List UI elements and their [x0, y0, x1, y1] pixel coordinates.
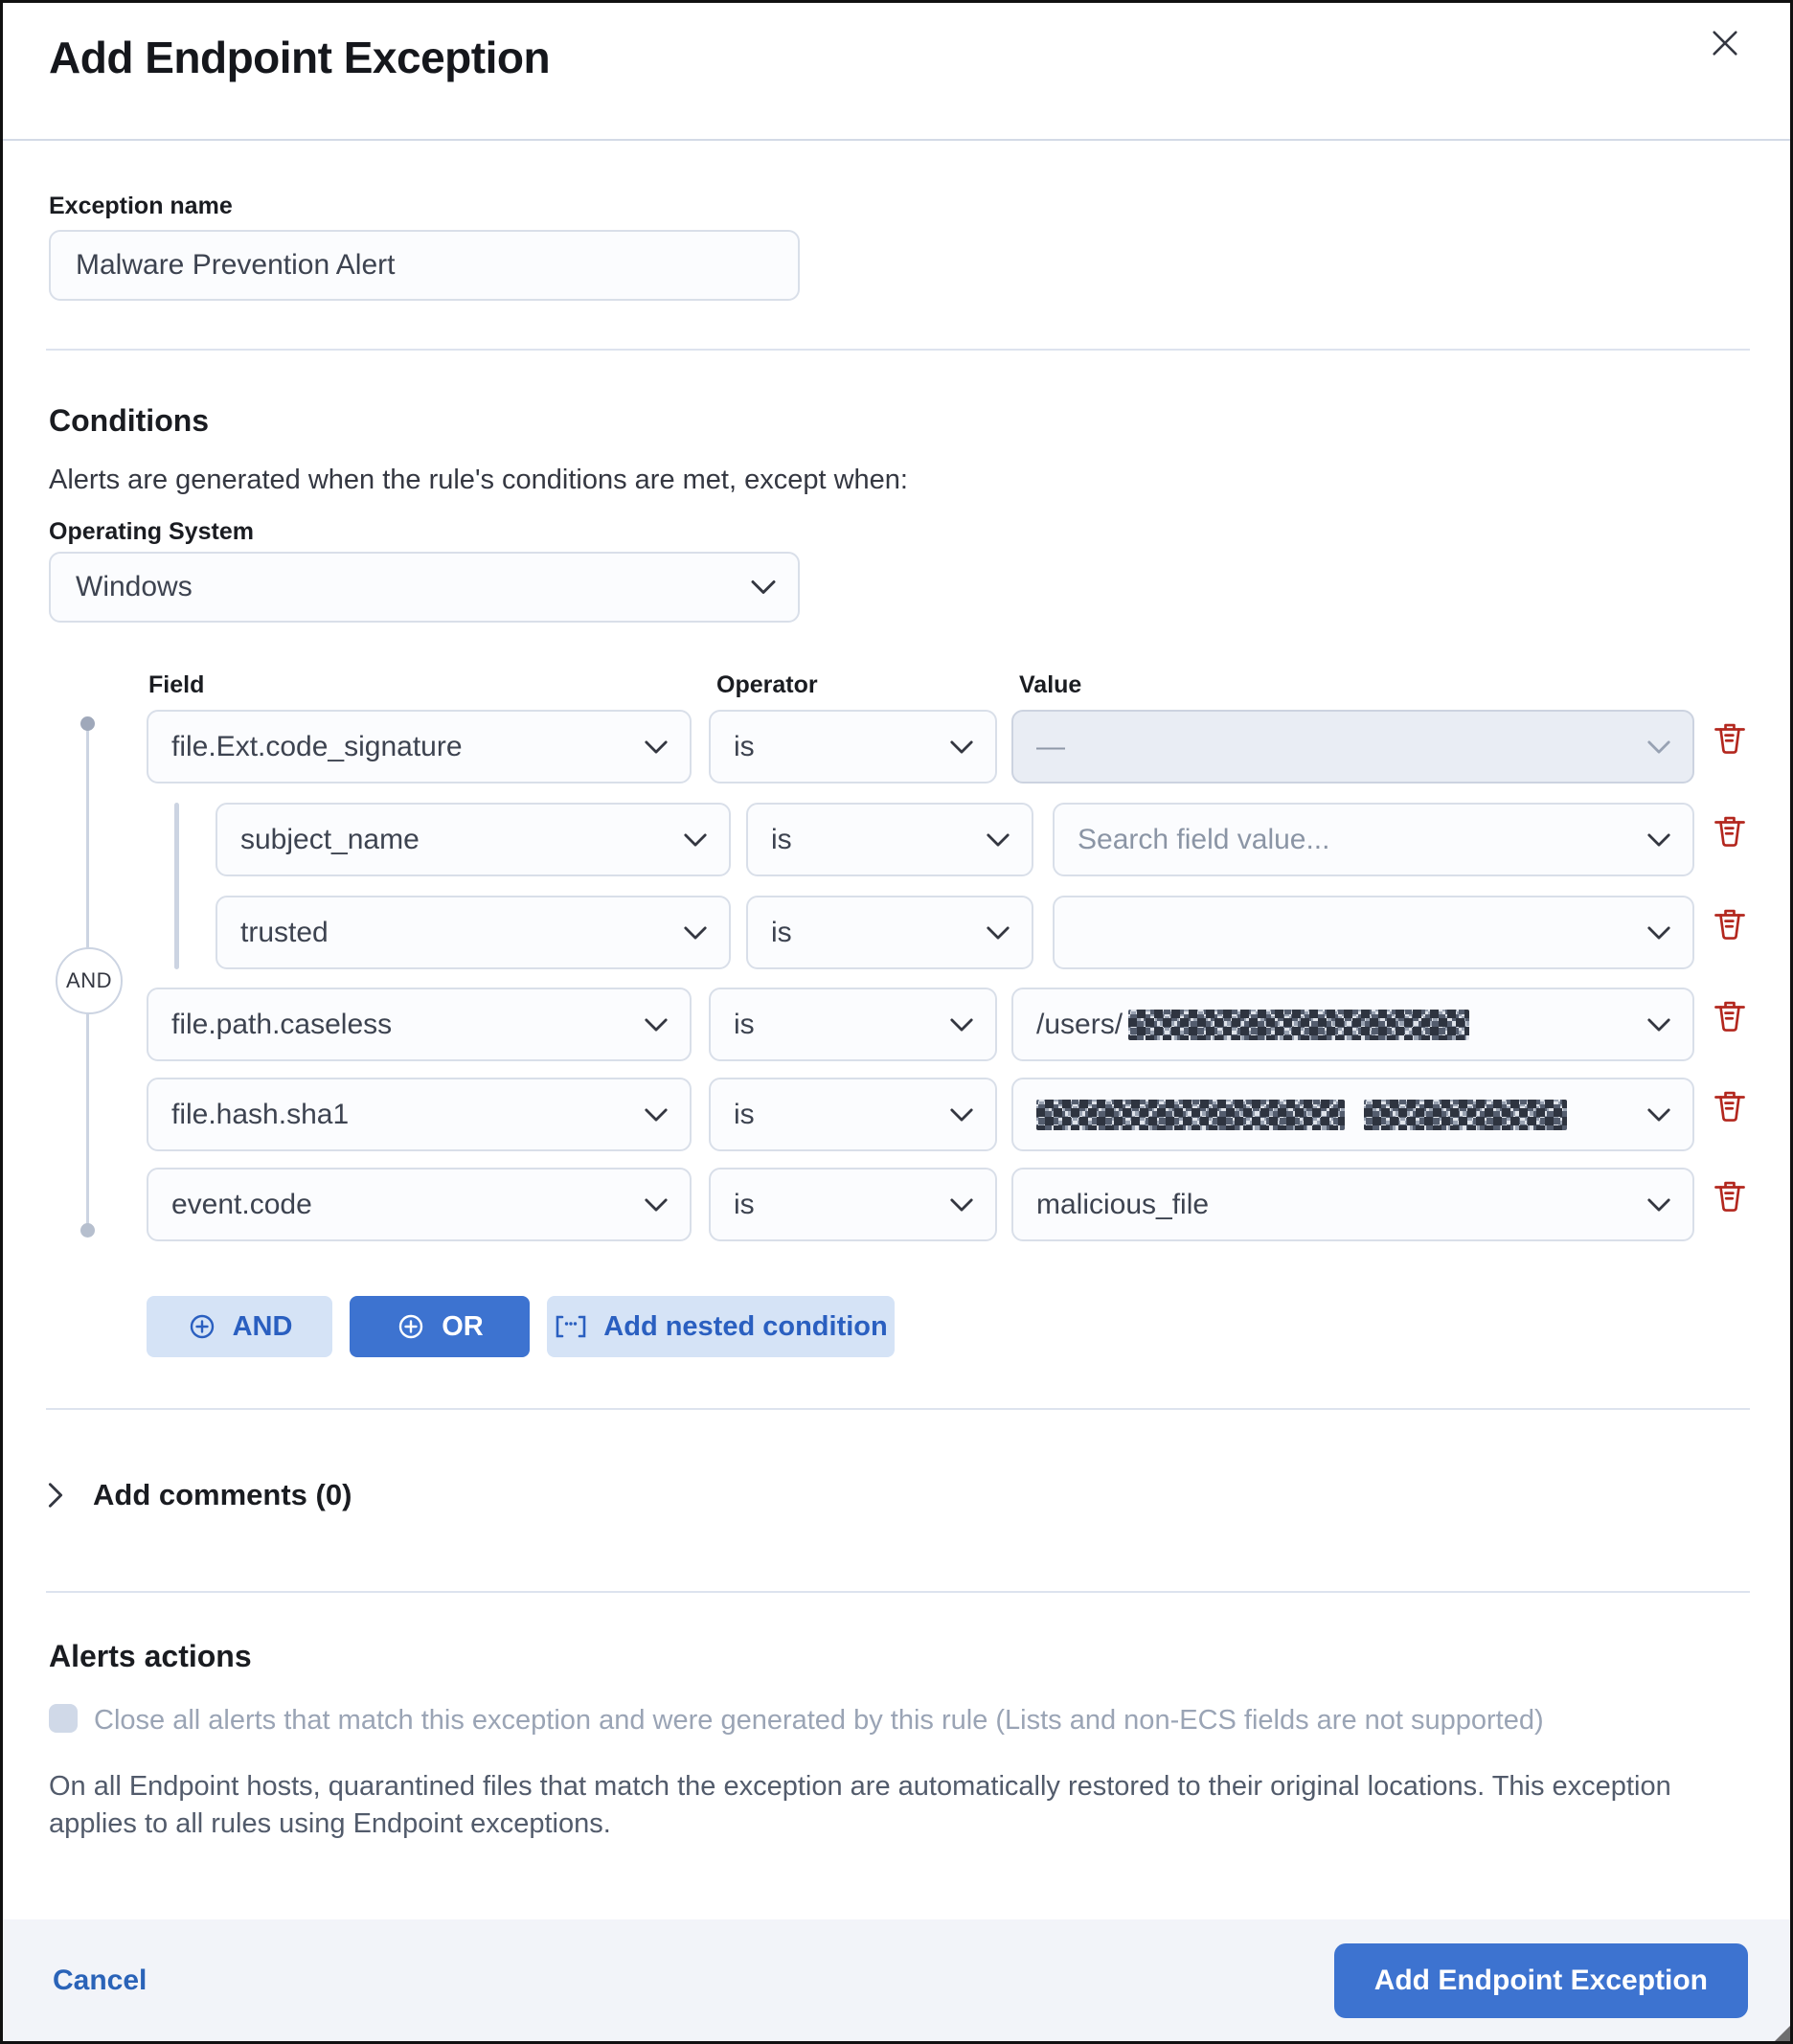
add-or-button[interactable]: [350, 1296, 530, 1357]
field-select-value: file.hash.sha1: [171, 1098, 350, 1130]
field-select-value: file.Ext.code_signature: [171, 730, 463, 762]
operator-select[interactable]: [746, 896, 1033, 969]
field-select-value: subject_name: [240, 823, 420, 855]
redacted-value-block: [1036, 1100, 1345, 1130]
operator-select[interactable]: [709, 1168, 997, 1241]
condition-row-nested: [3, 803, 1790, 876]
chevron-down-icon: [644, 1107, 669, 1123]
exception-name-value: Malware Prevention Alert: [76, 249, 396, 281]
operator-select-value: is: [734, 730, 755, 762]
condition-row: [3, 710, 1790, 784]
modal-title: Add Endpoint Exception: [49, 33, 551, 82]
conditions-heading: Conditions: [49, 403, 210, 438]
resize-corner-artifact: [1772, 2023, 1793, 2044]
modal-footer: [3, 1919, 1790, 2041]
value-select[interactable]: [1011, 1168, 1694, 1241]
chevron-down-icon: [1646, 832, 1671, 848]
os-label: Operating System: [49, 518, 254, 545]
operator-select[interactable]: [709, 710, 997, 784]
add-endpoint-exception-button[interactable]: Add Endpoint Exception: [1334, 1943, 1748, 2018]
operator-select-value: is: [734, 1188, 755, 1220]
operator-select-value: is: [734, 1008, 755, 1040]
nested-icon: [554, 1314, 588, 1339]
conditions-description: Alerts are generated when the rule's conditions are met, except when:: [49, 465, 908, 495]
exception-name-input[interactable]: [49, 230, 800, 301]
alerts-actions-description: On all Endpoint hosts, quarantined files that match the exception are automatically restored to their original locations. This exception applies to all rules using Endpoint exceptions.: [49, 1771, 1671, 1839]
os-select[interactable]: [49, 552, 800, 623]
delete-condition-icon[interactable]: [1711, 810, 1749, 852]
chevron-down-icon: [1646, 1197, 1671, 1213]
operator-select[interactable]: [709, 988, 997, 1061]
column-label-operator: Operator: [716, 671, 818, 698]
field-select-value: event.code: [171, 1188, 312, 1220]
field-select[interactable]: [147, 1078, 692, 1151]
chevron-down-icon: [949, 739, 974, 755]
chevron-right-icon: [47, 1481, 64, 1510]
divider: [46, 1408, 1750, 1410]
value-select[interactable]: [1011, 1078, 1694, 1151]
chevron-down-icon: [750, 579, 777, 596]
add-and-label: AND: [232, 1310, 293, 1342]
value-select[interactable]: [1053, 896, 1694, 969]
value-select[interactable]: [1011, 988, 1694, 1061]
field-select[interactable]: [147, 710, 692, 784]
field-select[interactable]: [216, 803, 731, 876]
plus-circle-icon: [396, 1311, 426, 1342]
condition-row: [3, 1078, 1790, 1151]
header-divider: [3, 139, 1790, 141]
chevron-down-icon: [986, 832, 1010, 848]
field-select[interactable]: [147, 1168, 692, 1241]
operator-select[interactable]: [709, 1078, 997, 1151]
cancel-button[interactable]: Cancel: [53, 1964, 148, 1996]
close-alerts-checkbox-label: Close all alerts that match this exception and were generated by this rule (Lists and non-ECS fields are not supported): [94, 1705, 1544, 1736]
value-text-prefix: /users/: [1036, 1008, 1123, 1040]
chevron-down-icon: [644, 739, 669, 755]
chevron-down-icon: [986, 925, 1010, 941]
condition-row: [3, 1168, 1790, 1241]
divider: [46, 349, 1750, 351]
plus-circle-icon: [187, 1311, 217, 1342]
chevron-down-icon: [1646, 739, 1671, 755]
add-or-label: OR: [442, 1310, 484, 1342]
chevron-down-icon: [1646, 925, 1671, 941]
add-nested-condition-label: Add nested condition: [603, 1310, 888, 1342]
chevron-down-icon: [644, 1017, 669, 1033]
value-select[interactable]: [1053, 803, 1694, 876]
delete-condition-icon[interactable]: [1711, 717, 1749, 760]
redacted-value-block: [1364, 1100, 1567, 1130]
delete-condition-icon[interactable]: [1711, 1175, 1749, 1217]
field-select[interactable]: [216, 896, 731, 969]
operator-select[interactable]: [746, 803, 1033, 876]
close-icon[interactable]: [1700, 18, 1750, 68]
redacted-value-block: [1128, 1010, 1469, 1040]
close-alerts-checkbox: [49, 1704, 78, 1733]
chevron-down-icon: [949, 1197, 974, 1213]
column-label-value: Value: [1019, 671, 1082, 698]
exception-name-label: Exception name: [49, 193, 233, 219]
delete-condition-icon[interactable]: [1711, 903, 1749, 945]
value-placeholder: Search field value...: [1078, 823, 1330, 855]
add-comments-toggle[interactable]: [47, 1478, 352, 1512]
chevron-down-icon: [683, 925, 708, 941]
chevron-down-icon: [1646, 1107, 1671, 1123]
value-select-value: —: [1036, 730, 1065, 762]
field-select-value: file.path.caseless: [171, 1008, 393, 1040]
field-select-value: trusted: [240, 916, 329, 948]
add-and-button[interactable]: [147, 1296, 332, 1357]
field-select[interactable]: [147, 988, 692, 1061]
column-label-field: Field: [148, 671, 205, 698]
value-select: [1011, 710, 1694, 784]
delete-condition-icon[interactable]: [1711, 1085, 1749, 1127]
operator-select-value: is: [771, 916, 792, 948]
chevron-down-icon: [644, 1197, 669, 1213]
divider: [46, 1591, 1750, 1593]
add-comments-label: Add comments (0): [93, 1478, 352, 1511]
chevron-down-icon: [949, 1107, 974, 1123]
os-select-value: Windows: [76, 571, 193, 602]
chevron-down-icon: [1646, 1017, 1671, 1033]
delete-condition-icon[interactable]: [1711, 995, 1749, 1037]
add-nested-condition-button[interactable]: [547, 1296, 895, 1357]
chevron-down-icon: [683, 832, 708, 848]
and-connector-badge: AND: [56, 947, 123, 1014]
condition-row-nested: [3, 896, 1790, 969]
chevron-down-icon: [949, 1017, 974, 1033]
operator-select-value: is: [734, 1098, 755, 1130]
operator-select-value: is: [771, 823, 792, 855]
value-select-value: malicious_file: [1036, 1188, 1210, 1220]
alerts-actions-heading: Alerts actions: [49, 1639, 252, 1673]
condition-row: [3, 988, 1790, 1061]
